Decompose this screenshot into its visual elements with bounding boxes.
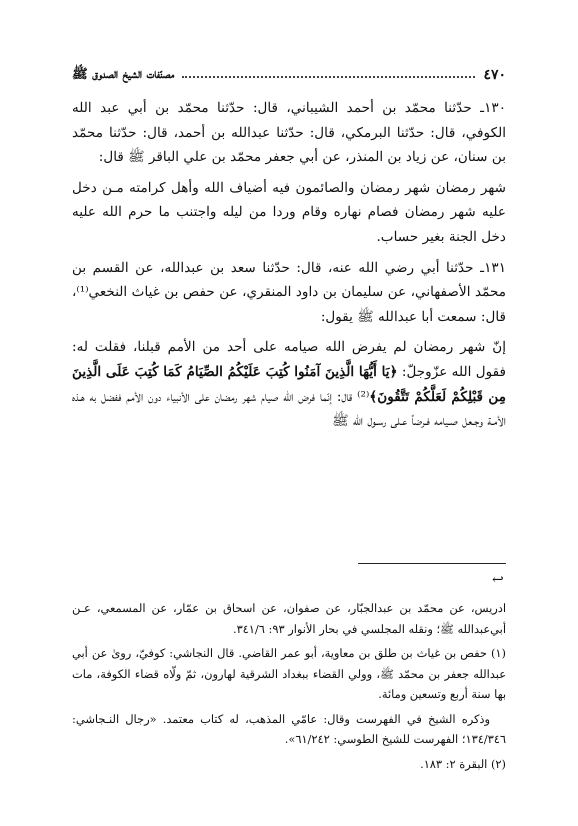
hadith-130-chain: ١٣٠ـ حدّثنا محمّد بن أحمد الشيباني، قال: حدّثنا محمّد بن أبي عبد الله الكوفي، قال: حدّثنا البرمكي، قال: حدّثنا عبدالله بن أحمد، قال: حدّثنا محمّد بن سنان، عن زياد بن المنذر، عن أبي جعفر محمّد بن علي الباقر ﷺ قال:: [72, 100, 506, 166]
header-dotted-leader: [182, 76, 475, 78]
hadith-131-text: [72, 335, 506, 433]
footnote-separator: [358, 563, 506, 564]
hadith-131-text-b: ⁽²⁾ قال: إنّما فرض الله صيام شهر رمضان على الأنبياء دون الأمم ففضل به هـذه الأمـة وجـعل صـيامه فـرضاً عـلى رسـول الله ﷺ: [72, 388, 506, 430]
continuation-mark: ↩: [492, 572, 504, 588]
footnote-1: (١) حفص بن غياث بن طلق بن معاوية، أبو عمر القاضي. قال النجاشي: كوفيّ، روىٰ عن أبي عبدالله جعفر بن محمّد ﷺ، وولي القضاء ببغداد الشرقية لهارون، ثمّ ولّاه قضاء الكوفة، مات بها سنة أربع وتسعين ومائة.: [72, 646, 506, 701]
hadith-131-chain: ١٣١ـ حدّثنا أبي رضي الله عنه، قال: حدّثنا سعد بن عبدالله، عن القسم بن محمّد الأصفهاني، عن سليمان بن داود المنقري، عن حفص بن غياث النخعي⁽¹⁾، قال: سمعت أبا عبدالله ﷺ يقول:: [72, 259, 506, 325]
running-header: [72, 64, 506, 86]
quran-verse: ﴿يَا أَيُّهَا الَّذِينَ آمَنُوا كُتِبَ عَلَيْكُمُ الصِّيَامُ كَمَا كُتِبَ عَلَى الَّذِينَ مِن قَبْلِكُمْ لَعَلَّكُمْ تَتَّقُونَ﴾: [72, 363, 506, 405]
footnote-1-continued: وذكره الشيخ في الفهرست وقال: عامّي المذهب، له كتاب معتمد. «رجال النـجاشي: ١٣٤/٣٤٦؛ الفهرست للشيخ الطوسي: ٦١/٢٤٢».: [72, 711, 506, 746]
footnote-2: (٢) البقرة ٢: ١٨٣.: [420, 756, 506, 771]
hadith-131-text-a: إنّ شهر رمضان لم يفرض الله صيامه على أحد من الأمم قبلنا، فقلت له: فقول الله عزّوجلّ:: [72, 339, 506, 380]
footnotes: [72, 598, 506, 778]
running-title: مصنّفات الشيخ الصدوق ﷺ: [72, 66, 175, 82]
main-text: [72, 96, 506, 440]
footnote-continued: ادريس، عن محمّد بن عبدالجبّار، عن صفوان، عن اسحاق بن عمّار، عن المسمعي، عـن أبي‌عبدالله ﷺ؛ ونقله المجلسي في بحار الأنوار ٩٣: ٣٤١/٦.: [72, 601, 506, 636]
page-number: ٤٧٠: [483, 67, 506, 83]
hadith-130-text: شهر رمضان شهر رمضان والصائمون فيه أضياف الله وأهل كرامته مـن دخل عليه شهر رمضان فصام نهاره وقام وردا من ليله واجتنب ما حرم الله عليه دخل الجنة بغير حساب.: [72, 179, 506, 245]
